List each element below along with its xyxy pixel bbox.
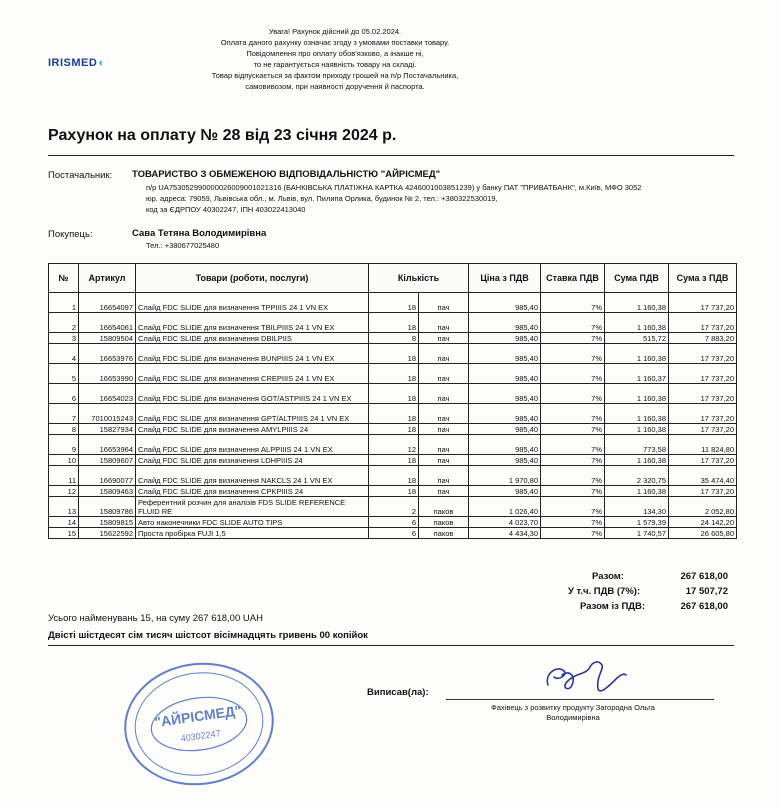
row-price: 985,40 [469,344,541,364]
row-vat-rate: 7% [541,364,605,384]
row-number: 7 [49,404,79,424]
items-table-body [49,293,737,539]
row-article: 15827934 [79,424,136,435]
total-value: 267 618,00 [680,571,728,582]
row-total: 24 142,20 [669,517,737,528]
row-total: 17 737,20 [669,455,737,466]
row-vat-rate: 7% [541,517,605,528]
row-quantity: 18 [369,466,419,486]
row-vat-rate: 7% [541,404,605,424]
row-unit: пач [419,364,469,384]
row-goods-name: Слайд FDC SLIDE для визначення TPPIIIS 24 1 VN EX [136,293,369,313]
row-article: 7010015243 [79,404,136,424]
row-vat-sum: 1 160,38 [605,424,669,435]
col-header-quantity: Кількість [369,264,469,293]
row-number: 11 [49,466,79,486]
row-goods-name: Референтний розчин для аналізів FDS SLIDE REFERENCE FLUID RE [136,497,369,517]
notice-line: Увага! Рахунок дійсний до 05.02.2024. [268,27,402,36]
row-number: 8 [49,424,79,435]
row-vat-sum: 134,30 [605,497,669,517]
table-row [49,497,737,517]
row-quantity: 18 [369,404,419,424]
row-total: 17 737,20 [669,313,737,333]
row-unit: пач [419,466,469,486]
row-quantity: 18 [369,384,419,404]
row-total: 17 737,20 [669,424,737,435]
row-quantity: 18 [369,424,419,435]
row-goods-name: Слайд FDC SLIDE для визначення NAKCLS 24 1 VN EX [136,466,369,486]
row-article: 15809815 [79,517,136,528]
company-logo [48,57,106,69]
row-vat-rate: 7% [541,344,605,364]
row-price: 985,40 [469,455,541,466]
row-price: 985,40 [469,364,541,384]
row-vat-rate: 7% [541,435,605,455]
row-unit: паков [419,517,469,528]
logo-mark-icon: ◐ [98,57,106,69]
row-number: 2 [49,313,79,333]
row-total: 2 052,80 [669,497,737,517]
table-row [49,293,737,313]
items-table [48,263,737,539]
row-quantity: 18 [369,486,419,497]
row-vat-sum: 773,58 [605,435,669,455]
table-row [49,517,737,528]
row-vat-sum: 1 160,38 [605,313,669,333]
table-row [49,435,737,455]
row-price: 4 434,30 [469,528,541,539]
payment-notice [150,26,520,92]
row-vat-sum: 1 160,38 [605,455,669,466]
invoice-title: Рахунок на оплату № 28 від 23 січня 2024 р. [48,127,397,144]
row-goods-name: Слайд FDC SLIDE для визначення AMYLPIIIS 24 [136,424,369,435]
col-header-number: № [49,264,79,293]
row-goods-name: Слайд FDC SLIDE для визначення CREPIIIS 24 1 VN EX [136,364,369,384]
row-vat-sum: 2 320,75 [605,466,669,486]
row-price: 1 970,80 [469,466,541,486]
row-vat-rate: 7% [541,466,605,486]
supplier-address: юр. адреса: 79059, Львівська обл., м. Львів, вул. Пилипа Орлика, будинок № 2, тел.: +380322530019, [146,194,498,203]
notice-line: то не гарантується наявність товару на складі. [253,60,417,69]
row-vat-rate: 7% [541,384,605,404]
table-row [49,424,737,435]
stamp-name: "АЙРІСМЕД" [153,702,243,731]
total-label: Разом: [592,571,624,582]
row-vat-sum: 1 160,38 [605,293,669,313]
row-goods-name: Слайд FDC SLIDE для визначення GPT/ALTPIIIS 24 1 VN EX [136,404,369,424]
row-price: 985,40 [469,486,541,497]
row-vat-sum: 1 160,38 [605,486,669,497]
row-quantity: 18 [369,455,419,466]
col-header-article: Артикул [79,264,136,293]
row-vat-rate: 7% [541,497,605,517]
buyer-label: Покупець: [48,229,93,240]
row-vat-sum: 1 740,57 [605,528,669,539]
row-unit: пач [419,435,469,455]
title-divider [48,155,734,156]
signer-name: Фахівець з розвитку продукту Загородна Ольга Володимирівна [491,703,655,722]
row-unit: паков [419,497,469,517]
table-row [49,364,737,384]
col-header-vat-rate: Ставка ПДВ [541,264,605,293]
row-number: 1 [49,293,79,313]
row-unit: паков [419,528,469,539]
row-total: 11 824,80 [669,435,737,455]
row-goods-name: Слайд FDC SLIDE для визначення CPKPIIIS 24 [136,486,369,497]
row-article: 15809786 [79,497,136,517]
col-header-total: Сума з ПДВ [669,264,737,293]
row-price: 985,40 [469,313,541,333]
row-vat-rate: 7% [541,528,605,539]
row-unit: пач [419,344,469,364]
row-total: 17 737,20 [669,293,737,313]
row-goods-name: Проста пробірка FUJI 1,5 [136,528,369,539]
stamp-code: 40302247 [180,728,222,744]
row-goods-name: Слайд FDC SLIDE для визначення LDHPIIIS 24 [136,455,369,466]
row-price: 985,40 [469,435,541,455]
row-price: 4 023,70 [469,517,541,528]
amount-in-words: Двісті шістдесят сім тисяч шістсот вісімнадцять гривень 00 копійок [48,630,368,641]
row-vat-rate: 7% [541,424,605,435]
row-goods-name: Слайд FDC SLIDE для визначення ALPPIIIS 24 1 VN EX [136,435,369,455]
row-number: 6 [49,384,79,404]
row-unit: пач [419,293,469,313]
row-goods-name: Слайд FDC SLIDE для визначення DBILPIIS [136,333,369,344]
row-unit: пач [419,455,469,466]
row-vat-sum: 1 160,38 [605,404,669,424]
table-row [49,333,737,344]
row-quantity: 18 [369,313,419,333]
row-vat-rate: 7% [541,455,605,466]
table-row [49,528,737,539]
row-vat-rate: 7% [541,313,605,333]
row-unit: пач [419,384,469,404]
row-goods-name: Слайд FDC SLIDE для визначення TBILPIIIS 24 1 VN EX [136,313,369,333]
row-goods-name: Слайд FDC SLIDE для визначення GOT/ASTPIIIS 24 1 VN EX [136,384,369,404]
row-quantity: 6 [369,517,419,528]
table-row [49,466,737,486]
col-header-vat-sum: Сума ПДВ [605,264,669,293]
row-number: 13 [49,497,79,517]
supplier-name: ТОВАРИСТВО З ОБМЕЖЕНОЮ ВІДПОВІДАЛЬНІСТЮ "АЙРІСМЕД" [132,169,441,180]
row-total: 26 605,80 [669,528,737,539]
notice-line: Товар відпускається за фактом приходу грошей на п/р Постачальника, [211,71,459,80]
total-with-vat-value: 267 618,00 [680,601,728,612]
row-goods-name: Авто наконечники FDC SLIDE AUTO TIPS [136,517,369,528]
table-row [49,313,737,333]
handwritten-signature [540,655,630,700]
row-unit: пач [419,424,469,435]
row-article: 16690077 [79,466,136,486]
row-number: 14 [49,517,79,528]
row-article: 15809504 [79,333,136,344]
row-number: 10 [49,455,79,466]
summary-divider [48,645,734,646]
row-price: 1 026,40 [469,497,541,517]
row-total: 35 474,40 [669,466,737,486]
supplier-codes: код за ЄДРПОУ 40302247, ІПН 403022413040 [146,205,306,214]
row-total: 17 737,20 [669,384,737,404]
row-number: 4 [49,344,79,364]
row-price: 985,40 [469,424,541,435]
table-row [49,384,737,404]
row-vat-sum: 515,72 [605,333,669,344]
row-price: 985,40 [469,384,541,404]
col-header-price: Ціна з ПДВ [469,264,541,293]
row-article: 16653964 [79,435,136,455]
items-count-summary: Усього найменувань 15, на суму 267 618,00 UAH [48,613,263,624]
supplier-bank: п/р UA753052990000026009001021316 (БАНКІВСЬКА ПЛАТІЖНА КАРТКА 4246001003851239) у банку ПАТ "ПРИВАТБАНК", м.Київ, МФО 3052 [146,183,642,192]
row-total: 17 737,20 [669,404,737,424]
row-total: 7 883,20 [669,333,737,344]
logo-text: IRISMED [48,57,98,69]
notice-line: самовивозом, при наявності доручення й паспорта. [245,82,425,91]
table-header-row [49,264,737,293]
row-article: 15622592 [79,528,136,539]
row-vat-sum: 1 579,39 [605,517,669,528]
row-unit: пач [419,404,469,424]
row-unit: пач [419,313,469,333]
notice-line: Повідомлення про оплату обов'язково, а інакше ні, [246,49,424,58]
table-row [49,455,737,466]
row-article: 16654097 [79,293,136,313]
table-row [49,344,737,364]
row-quantity: 2 [369,497,419,517]
row-price: 985,40 [469,333,541,344]
row-total: 17 737,20 [669,486,737,497]
row-vat-sum: 1 160,38 [605,384,669,404]
row-unit: пач [419,486,469,497]
row-quantity: 8 [369,333,419,344]
vat-label: У т.ч. ПДВ (7%): [568,586,641,597]
row-article: 15809607 [79,455,136,466]
row-goods-name: Слайд FDC SLIDE для визначення BUNPIIIS 24 1 VN EX [136,344,369,364]
row-number: 5 [49,364,79,384]
row-total: 17 737,20 [669,344,737,364]
row-article: 15809463 [79,486,136,497]
row-vat-rate: 7% [541,486,605,497]
row-vat-rate: 7% [541,293,605,313]
row-quantity: 18 [369,344,419,364]
row-quantity: 6 [369,528,419,539]
row-quantity: 18 [369,364,419,384]
notice-line: Оплата даного рахунку означає згоду з умовами поставки товару. [220,38,450,47]
row-vat-sum: 1 160,38 [605,344,669,364]
col-header-goods: Товари (роботи, послуги) [136,264,369,293]
row-number: 12 [49,486,79,497]
vat-value: 17 507,72 [685,586,728,597]
row-article: 16653990 [79,364,136,384]
row-article: 16654023 [79,384,136,404]
row-vat-rate: 7% [541,333,605,344]
row-number: 9 [49,435,79,455]
table-row [49,486,737,497]
supplier-label: Постачальник: [48,170,113,181]
row-number: 15 [49,528,79,539]
table-row [49,404,737,424]
buyer-phone: Тел.: +380677025480 [146,241,220,250]
row-quantity: 12 [369,435,419,455]
row-vat-sum: 1 160,37 [605,364,669,384]
company-stamp [120,657,278,791]
row-quantity: 18 [369,293,419,313]
row-price: 985,40 [469,293,541,313]
row-unit: пач [419,333,469,344]
row-article: 16654061 [79,313,136,333]
row-total: 17 737,20 [669,364,737,384]
row-number: 3 [49,333,79,344]
signed-by-label: Виписав(ла): [367,687,429,698]
buyer-name: Сава Тетяна Володимирівна [132,228,267,239]
row-article: 16653976 [79,344,136,364]
total-with-vat-label: Разом із ПДВ: [580,601,646,612]
row-price: 985,40 [469,404,541,424]
